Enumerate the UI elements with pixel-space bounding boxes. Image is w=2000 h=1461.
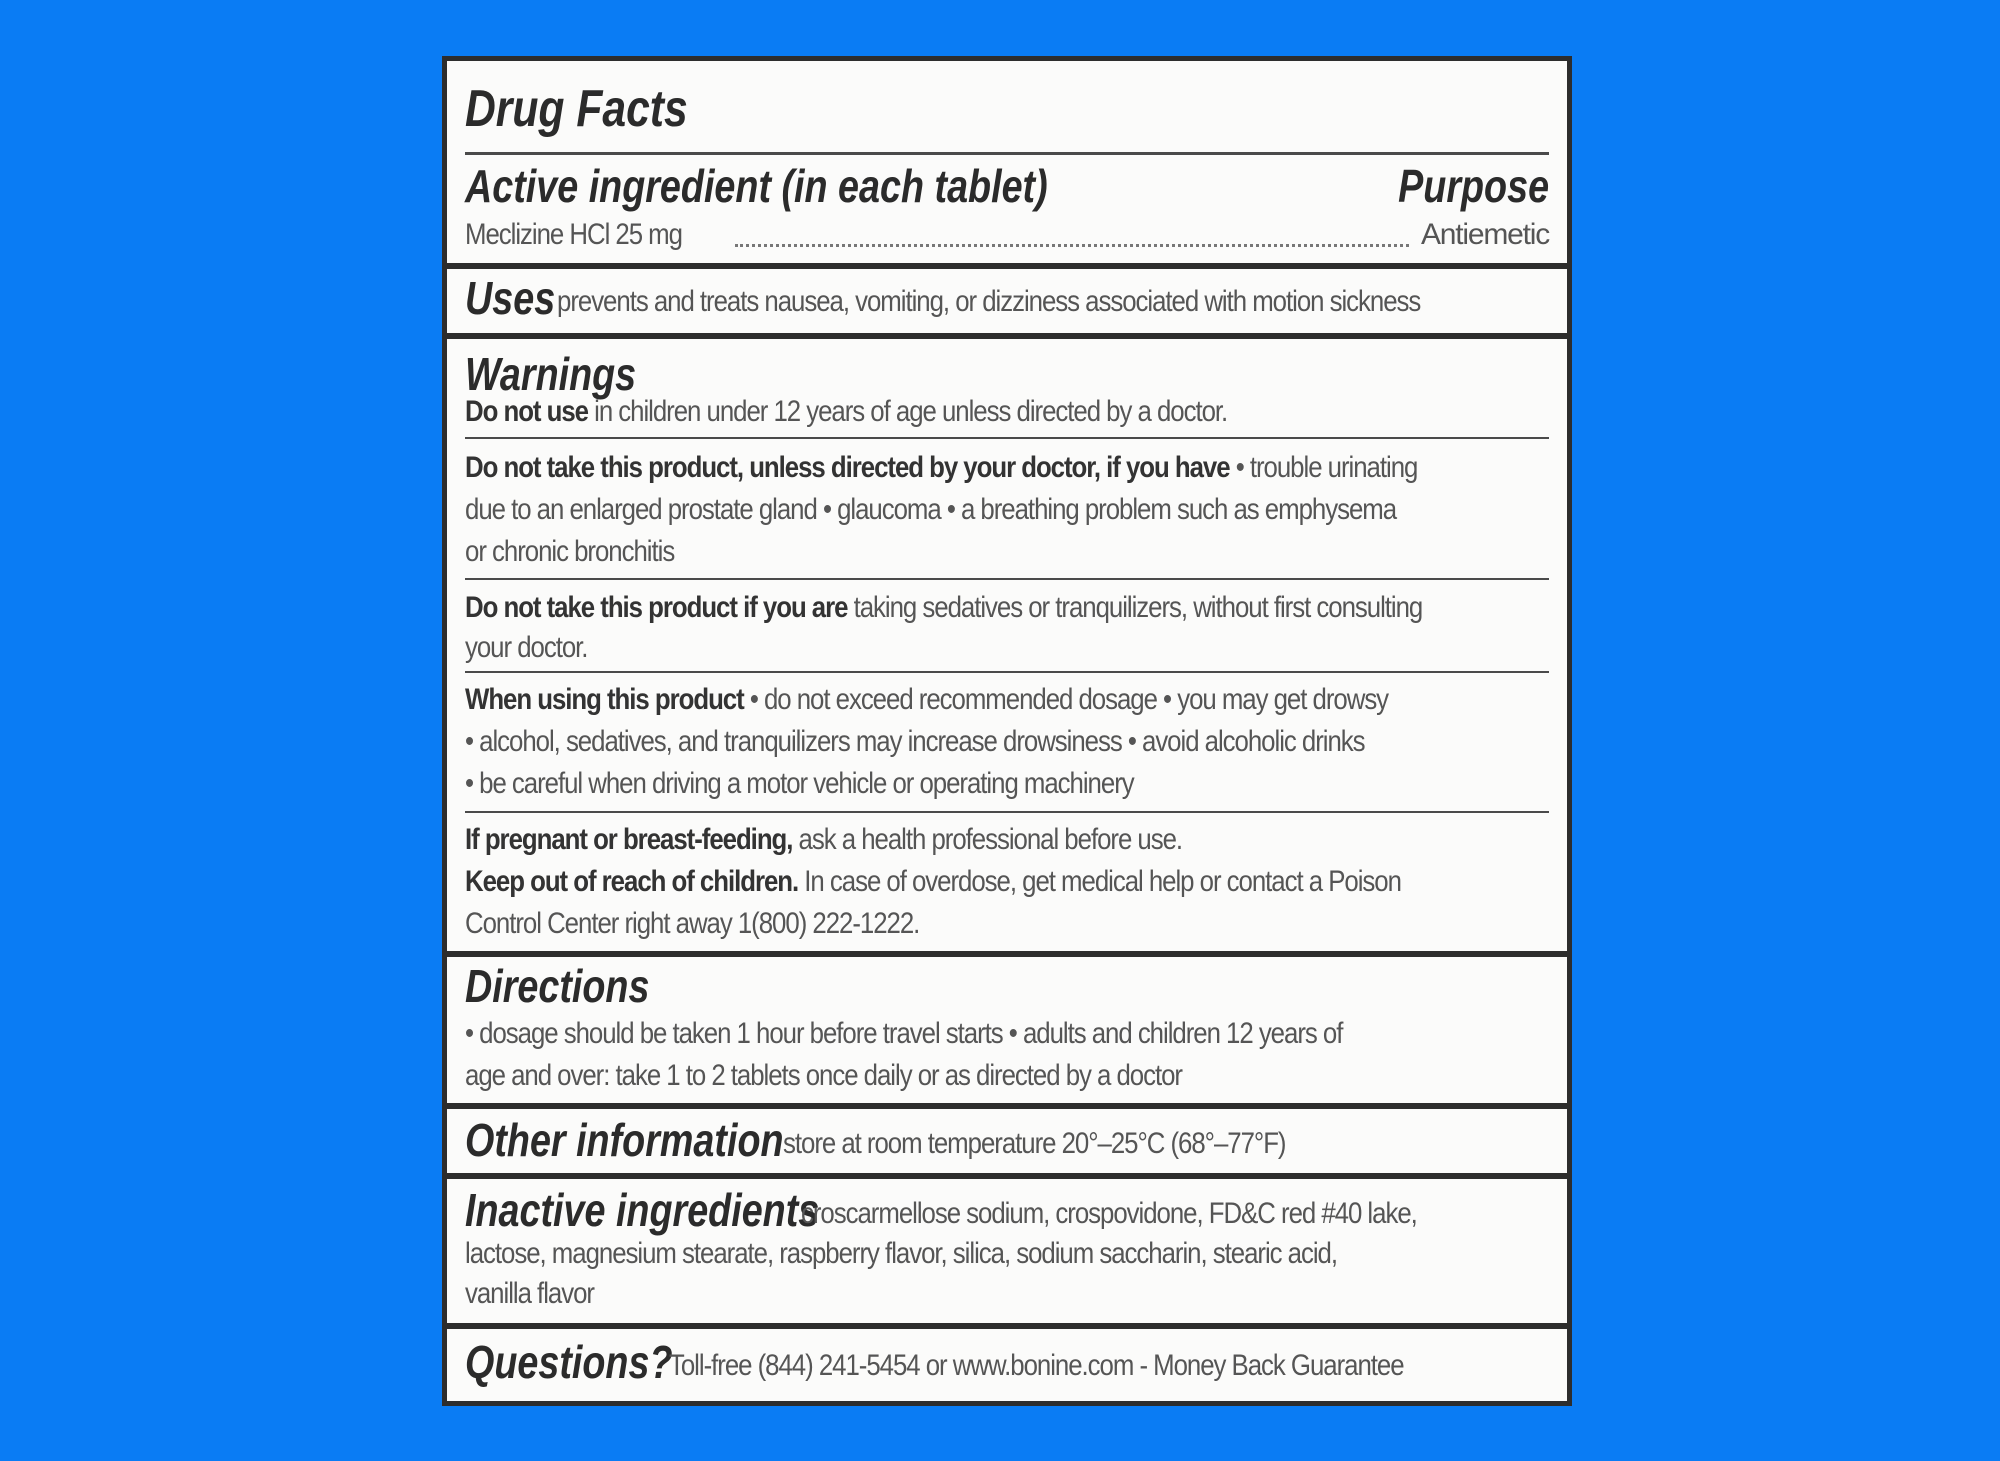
- section-bar: [447, 1323, 1567, 1329]
- when-using-label: When using this product: [465, 683, 744, 716]
- other-info-text: store at room temperature 20°–25°C (68°–77°F): [783, 1127, 1286, 1160]
- divider: [465, 152, 1549, 155]
- when-using-row-1: [465, 679, 1549, 721]
- sedatives-row-2: [465, 627, 1549, 669]
- when-using-text: • be careful when driving a motor vehicle or operating machinery: [465, 767, 1134, 800]
- drug-facts-label: [442, 56, 1572, 1406]
- ask-doctor-text: • trouble urinating: [1235, 451, 1418, 484]
- questions-text: Toll-free (844) 241-5454 or www.bonine.com - Money Back Guarantee: [669, 1349, 1404, 1382]
- inactive-heading: Inactive ingredients: [465, 1184, 820, 1236]
- inactive-row-1: [465, 1183, 1549, 1239]
- dot-leader: [735, 244, 1409, 247]
- do-not-use-text: in children under 12 years of age unless directed by a doctor.: [594, 395, 1228, 428]
- sedatives-label: Do not take this product if you are: [465, 591, 848, 624]
- active-ingredient-row: [465, 214, 1549, 256]
- active-ingredient-name: Meclizine HCl 25 mg: [465, 218, 682, 251]
- section-bar: [447, 1173, 1567, 1179]
- inactive-row-2: [465, 1233, 1549, 1275]
- questions-heading: Questions?: [465, 1336, 673, 1388]
- drug-facts-title: Drug Facts: [465, 80, 688, 138]
- directions-row-1: [465, 1013, 1549, 1055]
- keep-out-label: Keep out of reach of children.: [465, 865, 799, 898]
- uses-text: prevents and treats nausea, vomiting, or dizziness associated with motion sickness: [557, 285, 1421, 318]
- inactive-text: vanilla flavor: [465, 1277, 594, 1310]
- directions-row-2: [465, 1055, 1549, 1097]
- pregnancy-label: If pregnant or breast-feeding,: [465, 823, 793, 856]
- sedatives-row-1: [465, 587, 1549, 629]
- questions-row: [465, 1335, 1549, 1391]
- ask-doctor-label: Do not take this product, unless directed by your doctor, if you have: [465, 451, 1230, 484]
- title-row: [465, 79, 1549, 139]
- other-info-heading: Other information: [465, 1114, 784, 1166]
- when-using-text: • alcohol, sedatives, and tranquilizers may increase drowsiness • avoid alcoholic drinks: [465, 725, 1365, 758]
- section-bar: [447, 1103, 1567, 1109]
- keep-out-row-2: [465, 903, 1549, 945]
- inactive-row-3: [465, 1273, 1549, 1315]
- directions-text: age and over: take 1 to 2 tablets once daily or as directed by a doctor: [465, 1059, 1182, 1092]
- pregnancy-row: [465, 819, 1549, 861]
- directions-heading: Directions: [465, 960, 650, 1012]
- divider: [465, 578, 1549, 580]
- sedatives-text: taking sedatives or tranquilizers, without first consulting: [853, 591, 1423, 624]
- directions-text: • dosage should be taken 1 hour before travel starts • adults and children 12 years of: [465, 1017, 1343, 1050]
- purpose-value: Antiemetic: [1420, 218, 1549, 251]
- other-info-row: [465, 1113, 1549, 1169]
- when-using-row-3: [465, 763, 1549, 805]
- purpose-heading-row: [465, 159, 1549, 213]
- divider: [465, 437, 1549, 439]
- inactive-text: lactose, magnesium stearate, raspberry flavor, silica, sodium saccharin, stearic acid,: [465, 1237, 1337, 1270]
- keep-out-text: Control Center right away 1(800) 222-1222.: [465, 907, 920, 940]
- divider: [465, 811, 1549, 813]
- section-bar: [447, 263, 1567, 269]
- ask-doctor-row-1: [465, 447, 1549, 489]
- when-using-row-2: [465, 721, 1549, 763]
- keep-out-text: In case of overdose, get medical help or contact a Poison: [804, 865, 1401, 898]
- ask-doctor-row-2: [465, 489, 1549, 531]
- do-not-use-row: [465, 391, 1549, 433]
- warnings-heading: Warnings: [465, 348, 637, 400]
- section-bar: [447, 951, 1567, 957]
- section-bar: [447, 333, 1567, 339]
- ask-doctor-text: or chronic bronchitis: [465, 535, 675, 568]
- ask-doctor-row-3: [465, 531, 1549, 573]
- keep-out-row-1: [465, 861, 1549, 903]
- directions-heading-row: [465, 959, 1549, 1013]
- inactive-text: croscarmellose sodium, crospovidone, FD&C red #40 lake,: [801, 1197, 1417, 1230]
- purpose-heading: Purpose: [1398, 160, 1549, 212]
- divider: [465, 671, 1549, 673]
- uses-row: [465, 271, 1549, 327]
- ask-doctor-text: due to an enlarged prostate gland • glaucoma • a breathing problem such as emphysema: [465, 493, 1397, 526]
- when-using-text: • do not exceed recommended dosage • you may get drowsy: [749, 683, 1389, 716]
- pregnancy-text: ask a health professional before use.: [798, 823, 1183, 856]
- uses-heading: Uses: [465, 272, 556, 324]
- do-not-use-label: Do not use: [465, 395, 588, 428]
- active-ingredient-heading: Active ingredient (in each tablet): [465, 160, 1048, 212]
- sedatives-text: your doctor.: [465, 631, 588, 664]
